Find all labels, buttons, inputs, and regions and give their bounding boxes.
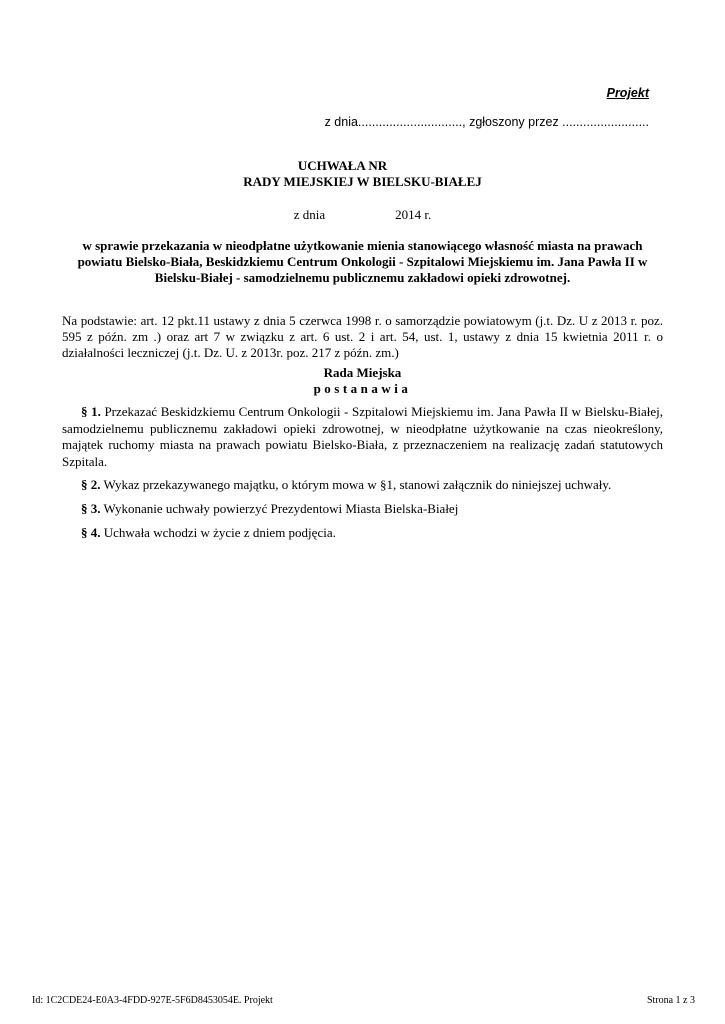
document-id: Id: 1C2CDE24-E0A3-4FDD-927E-5F6D8453054E. Projekt: [32, 995, 273, 1006]
page-number: Strona 1 z 3: [646, 995, 695, 1006]
legal-basis: Na podstawie: art. 12 pkt.11 ustawy z dnia 5 czerwca 1998 r. o samorządzie powiatowym (j.t. Dz. U z 2013 r. poz. 595 z późn. zm .) oraz art 7 w związku z art. 6 ust. 2 i art. 54, ust. 1, ustawy z dnia 15 kwietnia 2011 r. o działalności leczniczej (j.t. Dz. U. z 2013r. poz. 217 z późn. zm.): [62, 313, 663, 360]
resolution-title: [0, 158, 725, 190]
paragraph-text: Wykaz przekazywanego majątku, o którym mowa w §1, stanowi załącznik do niniejszej uchwały.: [103, 477, 612, 493]
paragraph: [62, 404, 663, 470]
resolution-subject: w sprawie przekazania w nieodpłatne użytkowanie mienia stanowiącego własność miasta na prawach powiatu Bielsko-Biała, Beskidzkiemu Centrum Onkologii - Szpitalowi Miejskiemu im. Jana Pawła II w Bielsku-Białej - samodzielnemu publicznemu zakładowi opieki zdrowotnej.: [77, 238, 648, 285]
submitted-line: z dnia.............................., zgłoszony przez .........................: [324, 115, 649, 129]
council-name: Rada Miejska: [323, 365, 402, 380]
paragraph: [62, 477, 663, 494]
resolution-paragraphs: [62, 404, 663, 548]
paragraph-text: Uchwała wchodzi w życie z dniem podjęcia.: [103, 524, 336, 540]
council-title: RADY MIEJSKIEJ W BIELSKU-BIAŁEJ: [243, 174, 482, 189]
projekt-label: Projekt: [606, 86, 649, 100]
resolution-number: UCHWAŁA NR: [297, 158, 388, 173]
paragraph-number: § 1.: [81, 404, 101, 419]
paragraph-number: § 3.: [81, 500, 101, 516]
council-decides: postanawia: [313, 381, 412, 396]
council-heading: [0, 365, 725, 397]
date-year: 2014 r.: [395, 207, 432, 222]
paragraph-number: § 2.: [81, 477, 101, 493]
paragraph-text: Wykonanie uchwały powierzyć Prezydentowi Miasta Bielska-Białej: [103, 500, 459, 516]
date-prefix: z dnia: [293, 207, 326, 222]
paragraph-text: Przekazać Beskidzkiemu Centrum Onkologii - Szpitalowi Miejskiemu im. Jana Pawła II w Bielsku-Białej, samodzielnemu publicznemu zakładowi opieki zdrowotnej, w nieodpłatne użytkowanie na czas nieokreślony, majątek ruchomy miasta na prawach powiatu Bielsko-Biała, z przeznaczeniem na realizację zadań statutowych Szpitala.: [62, 404, 664, 469]
paragraph: [62, 525, 663, 542]
resolution-date: [0, 207, 725, 223]
paragraph-number: § 4.: [81, 524, 101, 540]
paragraph: [62, 501, 663, 518]
